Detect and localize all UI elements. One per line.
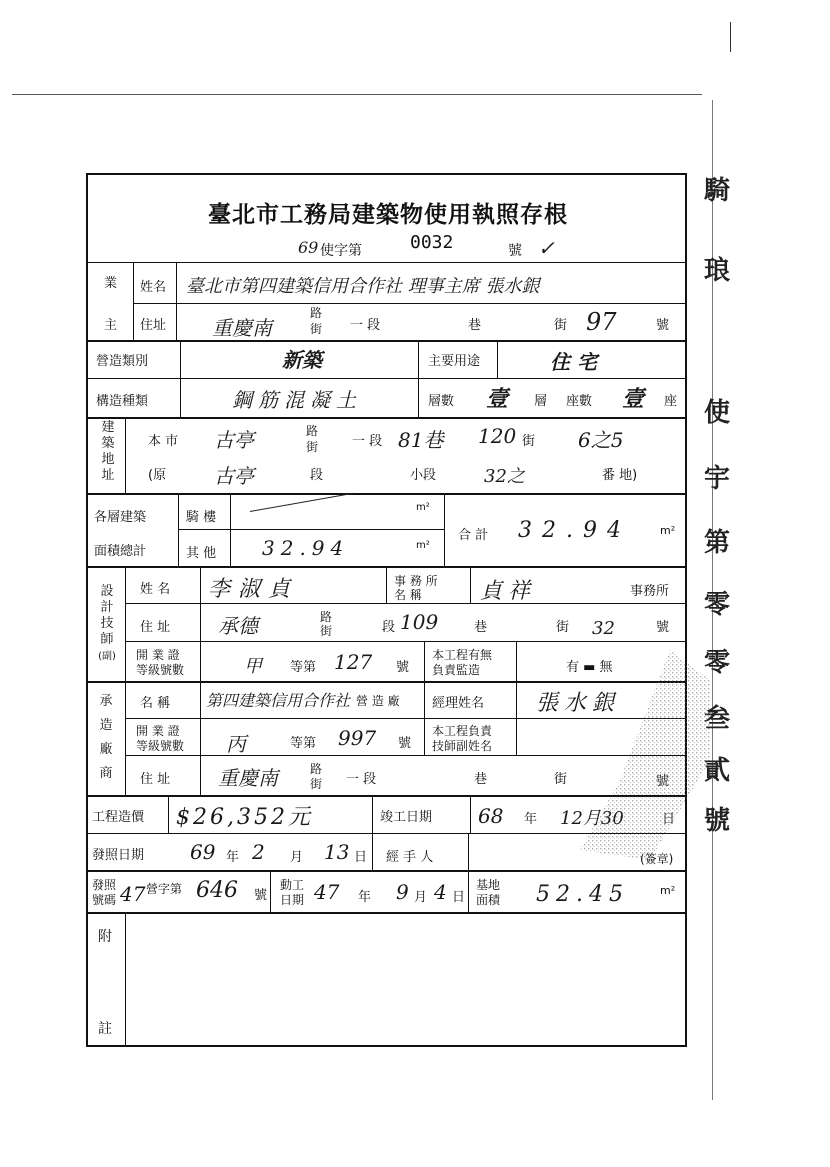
contractor-address-value: 重慶南 (218, 766, 278, 790)
designer-license-number: 127 (334, 650, 373, 674)
col-line (470, 795, 471, 833)
total-label: 合 計 (458, 528, 489, 543)
col-line (444, 493, 445, 566)
other-value: 32.94 (262, 536, 350, 560)
designer-office-label: 事 務 所 (394, 574, 438, 588)
site-street-label: 街 (306, 440, 319, 454)
site-lot-unit: 番 地) (602, 468, 638, 483)
designer-license-word: 號 (396, 660, 410, 675)
contractor-license-label: 開 業 證 (136, 724, 180, 738)
floor-area-label-bottom: 面積總計 (94, 544, 147, 559)
supervise-value: 有 ▬ 無 (566, 660, 613, 675)
col-line (470, 566, 471, 603)
col-line (176, 262, 177, 340)
col-line (516, 641, 517, 681)
contractor-street-word: 街 (554, 772, 568, 787)
permit-type-word: 營字第 (146, 882, 183, 896)
owner-name-value: 臺北市第四建築信用合作社 理事主席 張水銀 (186, 276, 540, 297)
edge-char: 宇 (704, 464, 731, 494)
site-house-value: 6之5 (578, 428, 624, 452)
edge-char: 號 (704, 806, 731, 836)
completion-label: 竣工日期 (380, 810, 433, 825)
row-line (88, 262, 685, 263)
edge-char: 零 (704, 590, 731, 620)
license-prefix-hw: 69 (298, 238, 319, 257)
contractor-license-grade: 丙 (226, 732, 246, 756)
start-year-word: 年 (358, 890, 372, 905)
start-day-word: 日 (452, 890, 466, 905)
edge-char: 第 (704, 528, 731, 558)
form-title: 臺北市工務局建築物使用執照存根 (208, 202, 568, 228)
permit-label: 發照 (92, 878, 117, 892)
start-year: 47 (314, 880, 340, 904)
col-line (468, 872, 469, 912)
contractor-address-label: 住 址 (140, 772, 171, 787)
col-line (418, 340, 419, 417)
floors-label: 層數 (428, 394, 455, 409)
site-lot-value: 32之 (484, 466, 525, 487)
col-line (424, 681, 425, 755)
completion-year-word: 年 (524, 812, 538, 827)
edge-char: 貳 (704, 756, 731, 786)
total-unit: m² (660, 524, 676, 537)
col-line (200, 566, 201, 796)
issue-label: 發照日期 (92, 848, 145, 863)
contractor-license-mid: 等第 (290, 736, 317, 751)
stamp-smudge (560, 640, 710, 860)
contractor-number-word: 號 (656, 774, 670, 789)
designer-office-label-bottom: 名 稱 (394, 588, 422, 602)
notes-label: 附 (98, 929, 112, 945)
designer-section-word: 段 (382, 620, 396, 635)
engineer-label: 本工程負責 (432, 724, 493, 738)
col-line (168, 795, 169, 833)
site-area-label-bottom: 面積 (476, 893, 501, 907)
issue-day-word: 日 (354, 850, 368, 865)
col-line (125, 417, 126, 493)
issue-month-word: 月 (290, 850, 304, 865)
start-label: 動工 (280, 878, 305, 892)
col-line (125, 566, 126, 796)
designer-number-word: 號 (656, 620, 670, 635)
site-orig-section-word: 段 (310, 468, 324, 483)
col-line (424, 641, 425, 681)
owner-road-label: 路 (310, 306, 323, 320)
edge-char: 使 (704, 398, 731, 428)
floors-value: 壹 (486, 386, 509, 412)
col-line (230, 493, 231, 566)
owner-section-label: 業 (104, 276, 118, 291)
designer-number-value: 32 (592, 618, 615, 639)
owner-address-label: 住址 (140, 318, 167, 333)
start-month-word: 月 (414, 890, 428, 905)
floor-area-label: 各層建築 (94, 510, 147, 525)
col-line (516, 681, 517, 755)
structure-label: 構造種類 (96, 394, 149, 409)
site-section-label: 建 築 地 址 (101, 420, 115, 483)
notes-label-bottom: 註 (98, 1021, 112, 1037)
col-line (178, 493, 179, 566)
edge-char: 騎 (704, 176, 731, 206)
edge-char: 叁 (704, 704, 731, 734)
designer-name-label: 姓 名 (140, 582, 171, 597)
site-road-label: 路 (306, 424, 319, 438)
permit-number-word: 號 (254, 888, 268, 903)
row-line (178, 529, 444, 530)
row-line (125, 603, 685, 604)
license-type-label: 使字第 (320, 243, 362, 259)
contractor-name-label: 名 稱 (140, 696, 171, 711)
col-line (468, 833, 469, 872)
designer-lane-word: 巷 (474, 620, 488, 635)
completion-day-word: 日 (662, 812, 676, 827)
permit-number: 646 (196, 878, 238, 903)
owner-street-word: 街 (554, 318, 568, 333)
designer-address-label: 住 址 (140, 620, 171, 635)
structure-value: 鋼筋混凝土 (232, 388, 362, 412)
contractor-section-word: 一 段 (346, 772, 377, 787)
row-line (88, 912, 685, 914)
scan-edge-line-top-right (730, 22, 731, 52)
site-orig-subsection-word: 小段 (410, 468, 437, 483)
contractor-street-label: 街 (310, 777, 323, 791)
col-line (270, 872, 271, 912)
edge-char: 零 (704, 648, 731, 678)
other-unit: m² (416, 540, 430, 551)
scan-edge-line (12, 94, 702, 95)
construction-type-value: 新築 (282, 348, 322, 372)
buildings-label: 座數 (566, 394, 593, 409)
manager-value: 張水銀 (536, 691, 621, 716)
site-district-value: 古亭 (214, 428, 254, 452)
designer-license-grade: 甲 (244, 656, 262, 677)
site-alley-label: 街 (522, 434, 536, 449)
contractor-license-label-bottom: 等級號數 (136, 739, 185, 753)
engineer-label-bottom: 技師副姓名 (432, 739, 493, 753)
row-line (88, 378, 685, 379)
designer-license-label: 開 業 證 (136, 648, 180, 662)
col-line (133, 262, 134, 340)
arcade-unit: m² (416, 502, 430, 513)
cost-label: 工程造價 (92, 810, 145, 825)
license-number: 0032 (410, 232, 454, 253)
usage-label: 主要用途 (428, 354, 481, 369)
start-day: 4 (434, 880, 447, 904)
manager-label: 經理姓名 (432, 696, 485, 711)
completion-year: 68 (478, 804, 504, 828)
handler-label: 經 手 人 (386, 850, 434, 865)
col-line (125, 912, 126, 1045)
other-label: 其 他 (186, 546, 217, 561)
designer-road-label: 路 (320, 610, 333, 624)
contractor-name-value: 第四建築信用合作社 (206, 691, 351, 710)
row-line (88, 417, 685, 419)
issue-year: 69 (190, 840, 216, 864)
owner-street-label: 街 (310, 322, 323, 336)
site-area-value: 52.45 (536, 882, 629, 907)
owner-address-value: 重慶南 (212, 316, 272, 340)
buildings-unit: 座 (664, 394, 678, 409)
permit-year: 47 (120, 882, 146, 906)
edge-char: 琅 (704, 256, 731, 286)
permit-label-bottom: 號碼 (92, 893, 117, 907)
construction-type-label: 營造類別 (96, 354, 149, 369)
contractor-name-suffix: 營 造 廠 (356, 694, 400, 708)
designer-section-label: 設 計 技 師 (副) (98, 584, 116, 662)
designer-office-value: 貞祥 (480, 579, 537, 604)
row-line (88, 870, 685, 872)
designer-license-label-bottom: 等級號數 (136, 663, 185, 677)
contractor-license-number: 997 (338, 726, 377, 750)
designer-office-suffix: 事務所 (630, 584, 670, 599)
site-alley-value: 120 (478, 424, 517, 448)
owner-lane-word: 巷 (468, 318, 482, 333)
site-orig-district: 古亭 (214, 464, 254, 488)
issue-year-word: 年 (226, 850, 240, 865)
supervise-label-bottom: 負責監造 (432, 663, 481, 677)
buildings-value: 壹 (622, 386, 645, 412)
owner-section-word: 一 段 (350, 318, 381, 333)
site-area-label: 基地 (476, 878, 501, 892)
check-mark: ✓ (538, 236, 555, 260)
col-line (386, 566, 387, 603)
col-line (372, 795, 373, 872)
col-line (497, 340, 498, 378)
site-lane-value: 81巷 (398, 428, 444, 452)
issue-month: 2 (252, 840, 265, 864)
cost-value: $26,352元 (176, 805, 313, 830)
total-value: 32.94 (518, 518, 631, 543)
designer-street-label: 街 (320, 624, 333, 638)
site-city-label: 本 市 (148, 434, 179, 449)
license-suffix: 號 (508, 243, 522, 259)
site-section-word: 一 段 (352, 434, 383, 449)
site-area-unit: m² (660, 884, 676, 897)
site-orig-label: (原 (148, 468, 167, 483)
owner-number-word: 號 (656, 318, 670, 333)
contractor-license-word: 號 (398, 736, 412, 751)
designer-street-word: 街 (556, 620, 570, 635)
owner-name-label: 姓名 (140, 280, 167, 295)
arcade-label: 騎 樓 (186, 510, 217, 525)
supervise-label: 本工程有無 (432, 648, 493, 662)
row-line (133, 303, 685, 304)
floors-unit: 層 (534, 394, 548, 409)
owner-number-value: 97 (586, 308, 617, 336)
designer-address-value: 承德 (218, 614, 258, 638)
contractor-road-label: 路 (310, 762, 323, 776)
designer-license-mid: 等第 (290, 660, 317, 675)
col-line (180, 340, 181, 417)
designer-lane-value: 109 (400, 610, 439, 634)
seal-label: (簽章) (640, 852, 674, 866)
usage-value: 住 宅 (550, 350, 597, 374)
start-month: 9 (396, 880, 409, 904)
contractor-section-label: 承 造 廠 商 (99, 694, 113, 781)
owner-section-label-bottom: 主 (104, 318, 118, 333)
contractor-lane-word: 巷 (474, 772, 488, 787)
issue-day: 13 (324, 840, 350, 864)
completion-rest: 12月30 (560, 808, 624, 829)
row-line (88, 340, 685, 342)
designer-name-value: 李淑貞 (208, 577, 299, 602)
start-label-bottom: 日期 (280, 893, 305, 907)
